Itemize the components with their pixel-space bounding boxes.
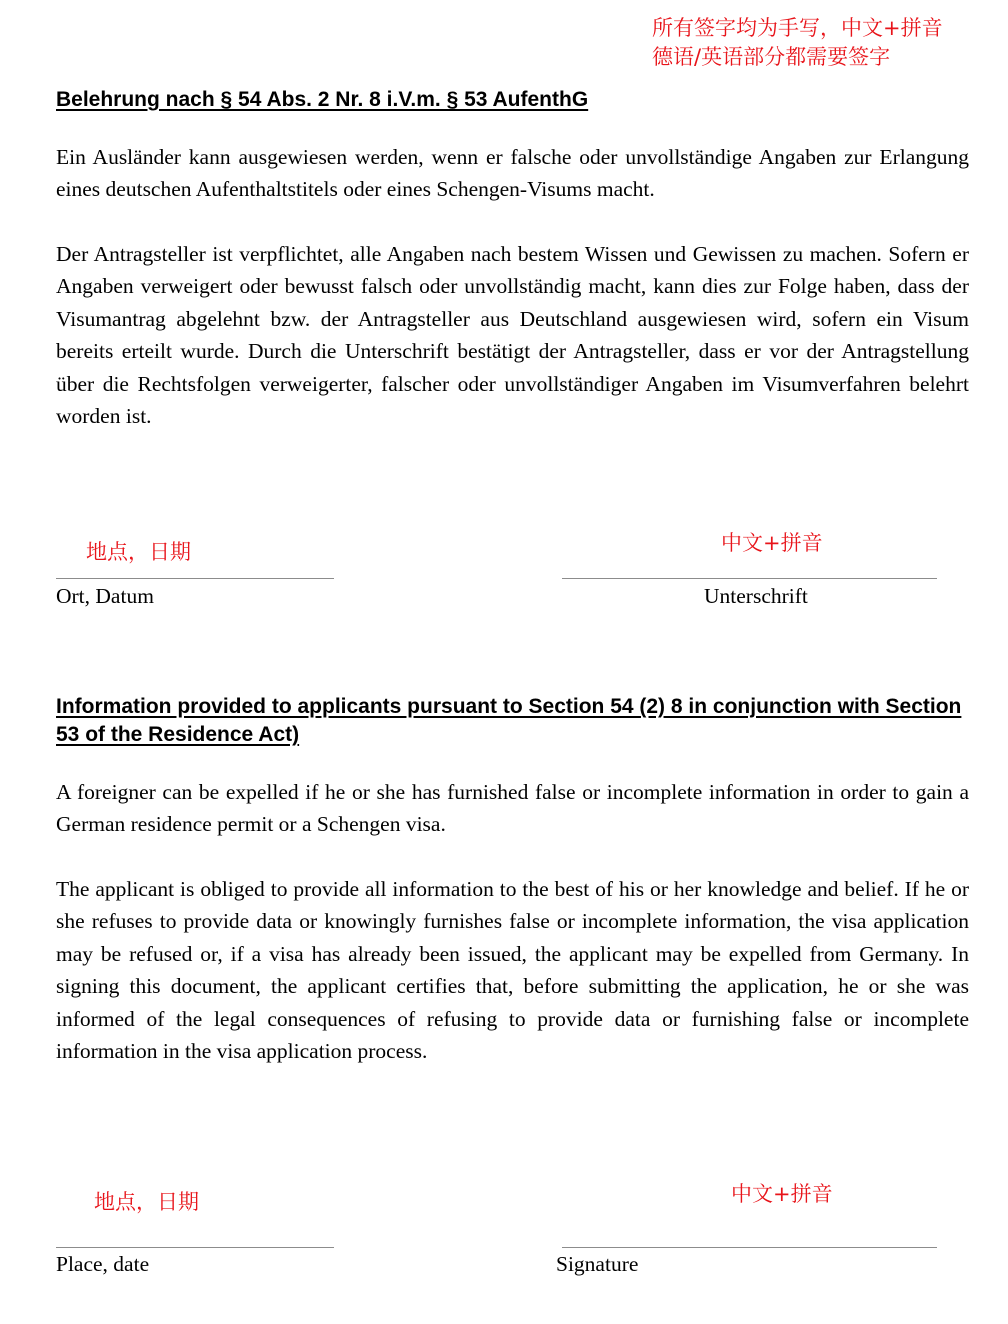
signature-note-en: 中文+拼音 — [731, 1182, 833, 1206]
place-date-note-de: 地点，日期 — [86, 540, 191, 564]
german-paragraph-2: Der Antragsteller ist verpflichtet, alle Angaben nach bestem Wissen und Gewissen zu machen. Sofern er Angaben verweigert oder bewusst falsch oder unvollständig macht, kann dies zur Folge haben, dass der Visumantrag abgelehnt bzw. der Antragsteller aus Deutschland ausgewiesen wird, sofern ein Visum bereits erteilt wurde. Durch die Unterschrift bestätigt der Antragsteller, dass er vor der Antragstellung über die Rechtsfolgen verweigerter, falscher oder unvollständiger Angaben im Visumverfahren belehrt worden ist. — [56, 242, 969, 429]
german-paragraph-1: Ein Ausländer kann ausgewiesen werden, wenn er falsche oder unvollständige Angaben zur Erlangung eines deutschen Aufenthaltstitels oder eines Schengen-Visums macht. — [56, 145, 969, 202]
top-note-line-2: 德语/英语部分都需要签字 — [652, 45, 891, 69]
place-date-line-en — [56, 1247, 334, 1248]
place-date-note-en: 地点，日期 — [94, 1190, 199, 1214]
signature-line-en — [562, 1247, 937, 1248]
top-note-line-1: 所有签字均为手写，中文+拼音 — [652, 16, 943, 40]
english-heading: Information provided to applicants pursuant to Section 54 (2) 8 in conjunction with Section 53 of the Residence Act) — [56, 695, 962, 746]
signature-label-en: Signature — [556, 1252, 639, 1276]
place-date-line-de — [56, 578, 334, 579]
place-date-label-de: Ort, Datum — [56, 584, 154, 608]
signature-line-de — [562, 578, 937, 579]
german-heading: Belehrung nach § 54 Abs. 2 Nr. 8 i.V.m. § 53 AufenthG — [56, 88, 589, 111]
place-date-label-en: Place, date — [56, 1252, 150, 1276]
signature-note-de: 中文+拼音 — [721, 531, 823, 555]
english-paragraph-1: A foreigner can be expelled if he or she has furnished false or incomplete information in order to gain a German residence permit or a Schengen visa. — [56, 780, 969, 837]
signature-label-de: Unterschrift — [704, 584, 808, 608]
english-paragraph-2: The applicant is obliged to provide all information to the best of his or her knowledge and belief. If he or she refuses to provide data or knowingly furnishes false or incomplete information, the visa application may be refused or, if a visa has already been issued, the applicant may be expelled from Germany. In signing this document, the applicant certifies that, before submitting the application, he or she was informed of the legal consequences of refusing to provide data or furnishing false or incomplete information in the visa application process. — [56, 877, 969, 1064]
